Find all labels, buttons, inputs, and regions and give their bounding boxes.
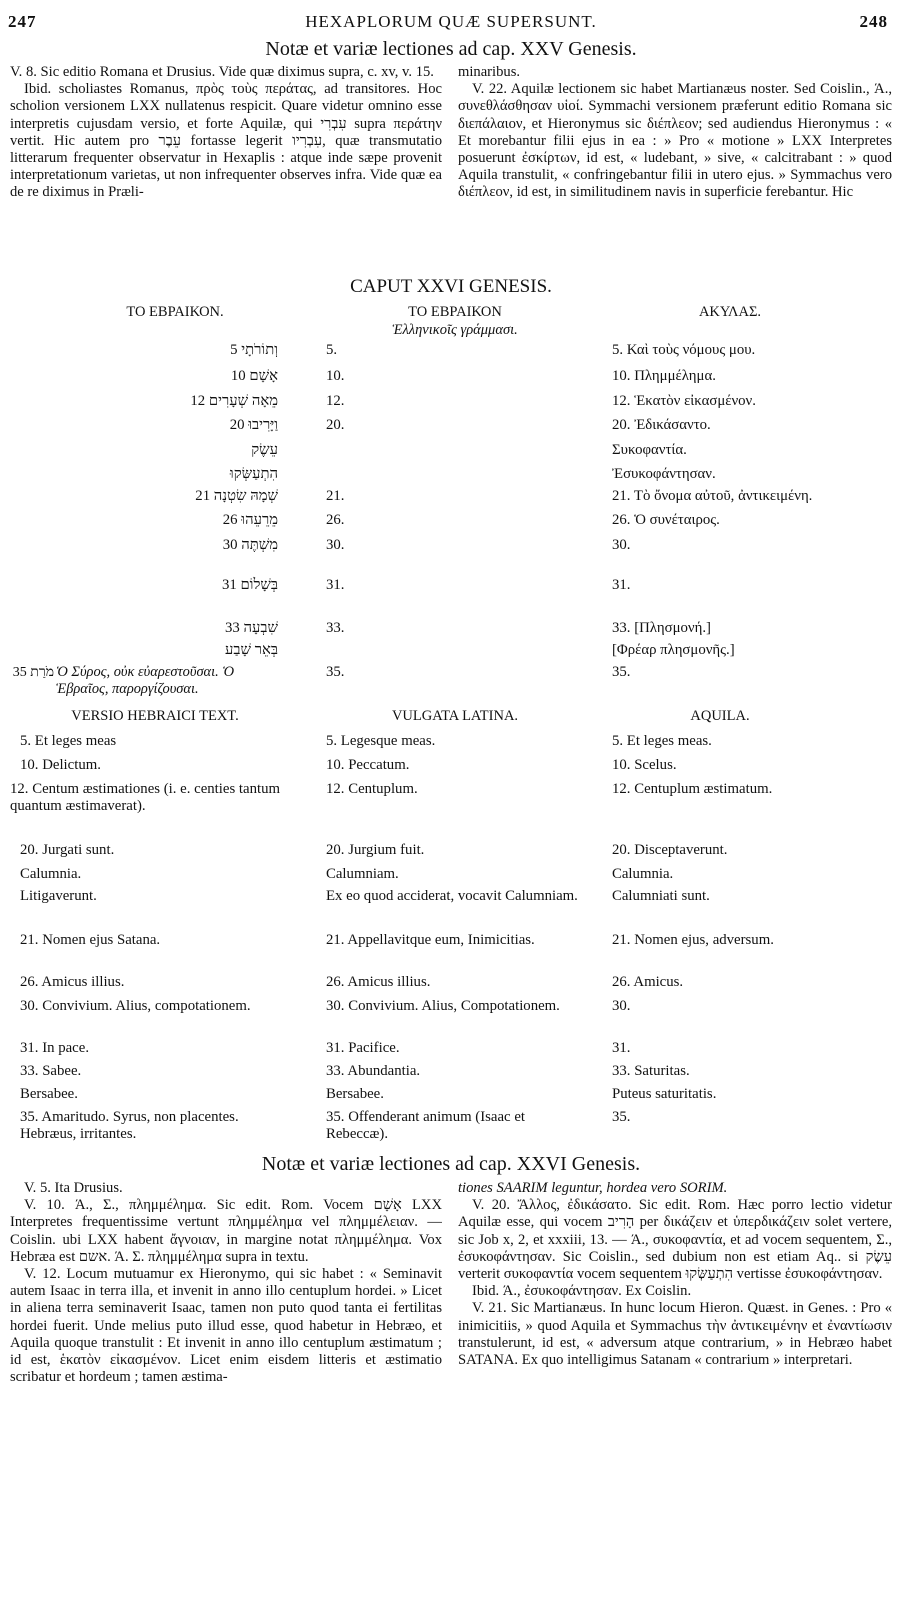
aquila-cell: 35. xyxy=(612,664,631,680)
aquila-cell: 21. Τὸ ὄνομα αὐτοῦ, ἀντικειμένη. xyxy=(612,488,813,504)
note-paragraph: V. 22. Aquilæ lectionem sic habet Martianæus noster. Sed Coislin., Ά., συνεθλάσθησαν υἱοί. Symmachi versionem præferunt editio Romana sic διεπάλαιον, et Hieronymus sic διέπλεον; sed audiendus Hieronymus : « Et morebantur filii ejus in ea : » Pro « motione » LXX Interpretes posuerunt ἐσκίρτων, id est, « ludebant, » sive, « calcitrabant : » quod Aquila transtulit, « confringebantur filii in utero ejus. » Symmachus vero διέπλεον, id est, in similitudinem navis in superficie ferebantur. Hic xyxy=(458,81,892,201)
vulgata-cell: 35. Offenderant animum (Isaac et Rebeccæ). xyxy=(326,1109,525,1142)
versio-cell: Bersabee. xyxy=(20,1086,78,1102)
header-aquila-latin: AQUILA. xyxy=(690,708,750,724)
hebrew-cell: מִשְׁתֶּה 30 xyxy=(222,537,278,553)
aquila-latin-cell: 30. xyxy=(612,998,631,1014)
aquila-cell: 31. xyxy=(612,577,631,593)
notes-top-right-column xyxy=(458,64,892,308)
versio-cell: 35. Amaritudo. Syrus, non placentes. Hebræus, irritantes. xyxy=(20,1109,239,1142)
hebrew-cell: שִׁבְעָה 33 xyxy=(225,620,278,636)
greek-letters-cell: 21. xyxy=(326,488,345,504)
versio-cell: 26. Amicus illius. xyxy=(20,974,125,990)
greek-letters-cell: 30. xyxy=(326,537,345,553)
greek-letters-cell: 12. xyxy=(326,393,345,409)
hebrew-cell: וְתוֹרֹתָי 5 xyxy=(230,342,278,358)
syrus-hebraeus-note: Ὁ Σύρος, οὐκ εὐαρεστοῦσαι. Ὁ Ἑβραῖος, παροργίζουσαι. xyxy=(56,664,235,697)
vulgata-cell: 20. Jurgium fuit. xyxy=(326,842,425,858)
greek-letters-cell: 10. xyxy=(326,368,345,384)
greek-letters-cell: 31. xyxy=(326,577,345,593)
versio-cell: Litigaverunt. xyxy=(20,888,97,904)
header-hebrew: ΤΟ ΕΒΡΑΙΚΟΝ. xyxy=(126,304,224,320)
hebrew-cell: מֹרַת 35 xyxy=(12,665,54,680)
hebrew-cell: מֵאָה שְׁעָרִים 12 xyxy=(190,393,278,409)
notes-top-left-column xyxy=(10,64,442,308)
vulgata-cell: Calumniam. xyxy=(326,866,399,882)
note-paragraph: V. 21. Sic Martianæus. In hunc locum Hieron. Quæst. in Genes. : Pro « inimicitiis, » quod Aquila et Symmachus τὴν ἀντικειμένην et ἐναντίωσιν transtulerunt, id est, « adversum atque contrarium, » in Hebræo habet SATANA. Ex quo intelligimus Satanam « contrarium » interpretari. xyxy=(458,1300,892,1369)
vulgata-cell: 12. Centuplum. xyxy=(326,781,418,797)
greek-letters-cell: 35. xyxy=(326,664,345,680)
aquila-latin-cell: 21. Nomen ejus, adversum. xyxy=(612,932,774,948)
vulgata-cell: 30. Convivium. Alius, Compotationem. xyxy=(326,998,560,1014)
aquila-latin-cell: 26. Amicus. xyxy=(612,974,684,990)
vulgata-cell: Ex eo quod acciderat, vocavit Calumniam. xyxy=(326,888,578,904)
versio-cell: 30. Convivium. Alius, compotationem. xyxy=(20,998,251,1014)
versio-cell: 12. Centum æstimationes (i. e. centies tantum quantum æstimaverat). xyxy=(10,781,280,814)
hebrew-cell: אָשָׁם 10 xyxy=(230,368,278,384)
aquila-cell: 33. [Πλησμονή.] xyxy=(612,620,711,636)
note-paragraph: V. 20. Ἄλλος, ἐδικάσατο. Sic edit. Rom. Hæc porro lectio videtur Aquilæ esse, qui vocem הָרִיב per δικάζειν et ὑπερδικάζειν solet vertere, sic Job x, 2, et xxxiii, 13. — Ά., συκοφαντία, et ad vocem sequentem, Σ., ἐσυκοφάντησαν. Sic Coislin., sed dubium non est etiam Aq.. si עֵשֶׂק verterit συκοφαντία vocem sequentem הִתְעַשְּׂקוּ vertisse ἐσυκοφάντησαν. xyxy=(458,1197,892,1283)
hebrew-cell: עֵשֶׂק xyxy=(251,442,278,458)
note-paragraph: V. 8. Sic editio Romana et Drusius. Vide quæ diximus supra, c. xv, v. 15. xyxy=(10,64,434,80)
vulgata-cell: 5. Legesque meas. xyxy=(326,733,436,749)
note-paragraph: Ibid. Ά., ἐσυκοφάντησαν. Ex Coislin. xyxy=(472,1283,692,1300)
vulgata-cell: 31. Pacifice. xyxy=(326,1040,400,1056)
aquila-latin-cell: 5. Et leges meas. xyxy=(612,733,712,749)
aquila-cell: 12. Ἑκατὸν εἰκασμένον. xyxy=(612,393,756,409)
hebrew-cell: שְׁמָהּ שִׂטְנָה 21 xyxy=(195,488,278,504)
header-hebrew-greek-letters: ΤΟ ΕΒΡΑΙΚΟΝ xyxy=(408,304,502,320)
aquila-cell: Ἐσυκοφάντησαν. xyxy=(612,466,716,482)
vulgata-cell: 10. Peccatum. xyxy=(326,757,410,773)
page-number-right: 248 xyxy=(859,12,888,31)
vulgata-cell: 21. Appellavitque eum, Inimicitias. xyxy=(326,932,535,948)
versio-cell: 10. Delictum. xyxy=(20,757,101,773)
note-paragraph: V. 5. Ita Drusius. xyxy=(24,1180,123,1196)
subheader-greek-letters: Ἑλληνικοῖς γράμμασι. xyxy=(392,322,518,338)
versio-cell: 33. Sabee. xyxy=(20,1063,82,1079)
note-paragraph: V. 12. Locum mutuamur ex Hieronymo, qui sic habet : « Seminavit autem Isaac in terra illa, et invenit in anno illo centuplum hordei. » Licet in aliena terra seminaverit Isaac, tamen non puto quod tanta ei fertilitas hordei fuerit. Unde melius puto illud esse, quod habetur in Hebræo, et Aquila quoque transtulit : Et invenit in anno illo centuplum æstimatum ; id est, ἑκατὸν εἰκασμένον. Licet enim eisdem litteris et æstimatio scribatur et hordeum ; tamen æstima- xyxy=(10,1266,442,1386)
versio-cell: 5. Et leges meas xyxy=(20,733,117,749)
note-paragraph: Ibid. scholiastes Romanus, πρὸς τοὺς περάτας, ad transitores. Hoc scholion versionem LXX nullatenus respicit. Quare videtur omnino esse interpretis cujusdam versio, et forte Aquilæ, qui עִבְרִי supra περάτην vertit. Hic autem pro עֵבֶר fortasse legerit עִבְרִיו, quæ transmutatio litterarum frequenter observatur in Hexaplis : atque inde sæpe provenit interpretationum varietas, ut non infrequenter observes infra. Vide quæ ea de re diximus in Præli- xyxy=(10,81,442,201)
versio-cell: 21. Nomen ejus Satana. xyxy=(20,932,161,948)
page-number-left: 247 xyxy=(8,12,37,31)
vulgata-cell: Bersabee. xyxy=(326,1086,384,1102)
notes-top-heading: Notæ et variæ lectiones ad cap. XXV Genesis. xyxy=(265,38,637,60)
aquila-latin-cell: Puteus saturitatis. xyxy=(612,1086,717,1102)
aquila-cell: Συκοφαντία. xyxy=(612,442,687,458)
aquila-cell: 30. xyxy=(612,537,631,553)
aquila-cell: [Φρέαρ πλησμονῆς.] xyxy=(612,642,735,658)
vulgata-cell: 33. Abundantia. xyxy=(326,1063,421,1079)
aquila-cell: 26. Ὁ συνέταιρος. xyxy=(612,512,720,528)
note-paragraph: tiones SAARIM leguntur, hordea vero SORIM. xyxy=(458,1180,728,1196)
running-head xyxy=(0,12,902,36)
aquila-latin-cell: Calumniati sunt. xyxy=(612,888,710,904)
note-paragraph: minaribus. xyxy=(458,64,521,80)
notes-bottom-heading: Notæ et variæ lectiones ad cap. XXVI Genesis. xyxy=(261,1153,641,1175)
greek-letters-cell: 26. xyxy=(326,512,345,528)
aquila-latin-cell: 20. Disceptaverunt. xyxy=(612,842,728,858)
vulgata-cell: 26. Amicus illius. xyxy=(326,974,431,990)
hebrew-cell: וַיָּרִיבוּ 20 xyxy=(229,417,278,433)
hebrew-cell: בְּשָׁלוֹם 31 xyxy=(221,577,278,593)
versio-cell: 31. In pace. xyxy=(20,1040,90,1056)
aquila-latin-cell: 33. Saturitas. xyxy=(612,1063,690,1079)
aquila-latin-cell: 35. xyxy=(612,1109,631,1125)
greek-letters-cell: 5. xyxy=(326,342,338,358)
versio-cell: Calumnia. xyxy=(20,866,82,882)
greek-letters-cell: 20. xyxy=(326,417,345,433)
aquila-latin-cell: 12. Centuplum æstimatum. xyxy=(612,781,773,797)
versio-cell: 20. Jurgati sunt. xyxy=(20,842,115,858)
header-vulgata-latina: VULGATA LATINA. xyxy=(391,708,519,724)
greek-letters-cell: 33. xyxy=(326,620,345,636)
hebrew-cell: מֵרֵעֵהוּ 26 xyxy=(222,512,278,528)
header-versio-hebraici: VERSIO HEBRAICI TEXT. xyxy=(71,708,239,724)
aquila-latin-cell: 10. Scelus. xyxy=(612,757,677,773)
aquila-latin-cell: Calumnia. xyxy=(612,866,674,882)
notes-bottom-right-column xyxy=(458,1180,892,1480)
aquila-cell: 20. Ἐδικάσαντο. xyxy=(612,417,711,433)
hebrew-cell: בְּאֵר שָׁבַע xyxy=(225,642,278,658)
notes-bottom-left-column xyxy=(10,1180,442,1480)
running-title: HEXAPLORUM QUÆ SUPERSUNT. xyxy=(305,12,597,31)
aquila-latin-cell: 31. xyxy=(612,1040,631,1056)
hebrew-cell: הִתְעַשְּׂקוּ xyxy=(229,466,278,482)
aquila-cell: 10. Πλημμέλημα. xyxy=(612,368,716,384)
header-aquila-greek: ΑΚΥΛΑΣ. xyxy=(698,304,762,320)
aquila-cell: 5. Καὶ τοὺς νόμους μου. xyxy=(612,342,756,358)
note-paragraph: V. 10. Ά., Σ., πλημμέλημα. Sic edit. Rom. Vocem אָשָׁם LXX Interpretes frequentissime vertunt πλημμέλημα vel πλημμέλειαν. — Coislin. ubi LXX habent ἄγνοιαν, in margine notat πλημμέλημα. Vox Hebræa est אשם. Ά. Σ. πλημμέλημα supra in textu. xyxy=(10,1197,442,1265)
caput-title: CAPUT XXVI GENESIS. xyxy=(350,276,552,297)
